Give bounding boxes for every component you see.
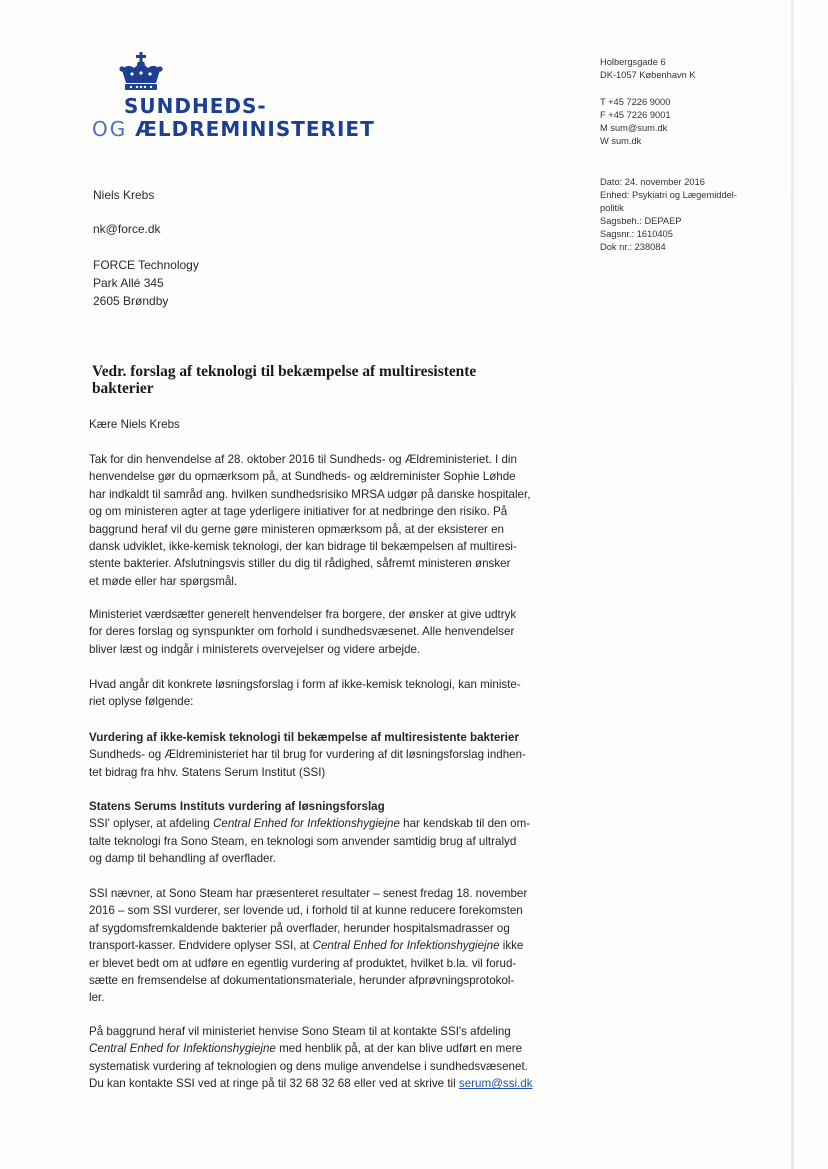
paragraph-2: Ministeriet værdsætter generelt henvendelser fra borgere, der ønsker at give udtryk for deres forslag og synspunkter om forhold i sundhedsvæsenet. Alle henvendelser bliver læst og indgår i ministerets overvejelser og videre arbejde.	[89, 608, 517, 656]
paragraph-3: Hvad angår dit konkrete løsningsforslag i form af ikke-kemisk teknologi, kan ministe- riet oplyse følgende:	[89, 678, 521, 709]
letter-meta	[600, 176, 737, 254]
paragraph-1: Tak for din henvendelse af 28. oktober 2016 til Sundheds- og Ældreministeriet. I din henvendelse gør du opmærksom på, at Sundheds- og ældreminister Sophie Løhde har indkaldt til samråd ang. hvilken sundhedsrisiko MRSA udgør på danske hospitaler, og om ministeren agter at tage yderligere initiativer for at nedbringe den risiko. På baggrund heraf vil du gerne gøre ministeren opmærksom på, at der eksisterer en dansk udviklet, ikke-kemisk teknologi, der kan bidrage til bekæmpelsen af multiresi- stente bakterier. Afslutningsvis stiller du dig til rådighed, såfremt ministeren ønsker et møde eller har spørgsmål.	[89, 453, 531, 588]
recipient-street: Park Allé 345	[93, 276, 164, 290]
meta-unit-cont: politik	[600, 203, 624, 213]
meta-case-no: Sagsnr.: 1610405	[600, 229, 673, 239]
sender-contact	[600, 96, 671, 148]
letter-subject	[92, 363, 552, 397]
meta-unit: Enhed: Psykiatri og Lægemiddel-	[600, 190, 737, 200]
logo-text-line2	[92, 117, 375, 141]
subject-line1: Vedr. forslag af teknologi til bekæmpelse af multiresistente	[92, 363, 477, 380]
logo-text-ministry: ÆLDREMINISTERIET	[135, 117, 375, 141]
recipient-city: 2605 Brøndby	[93, 294, 169, 308]
paragraph-7: På baggrund heraf vil ministeriet henvise Sono Steam til at kontakte SSI's afdeling Central Enhed for Infektionshygiejne med henblik på, at der kan blive udført en mere systematisk vurdering af teknologien og dens mulige anvendelse i sundhedsvæsenet. Du kan kontakte SSI ved at ringe på til 32 68 32 68 eller ved at skrive til serum@ssi.dk	[89, 1025, 533, 1091]
section-ssi: Statens Serums Instituts vurdering af løsningsforslag SSI' oplyser, at afdeling Central Enhed for Infektionshygiejne har kendskab til den om- talte teknologi fra Sono Steam, en teknologi som anvender samtidig brug af ultralyd og damp til behandling af overflader.	[89, 798, 551, 868]
page-edge-shadow	[791, 0, 794, 1169]
recipient-email: nk@force.dk	[93, 222, 161, 236]
logo-text-line1: SUNDHEDS-	[124, 94, 267, 118]
sender-address	[600, 56, 696, 82]
ssi-email-link[interactable]: serum@ssi.dk	[458, 1077, 533, 1091]
section-technology: Vurdering af ikke-kemisk teknologi til bekæmpelse af multiresistente bakterier Sundheds- og Ældreministeriet har til brug for vurdering af dit løsningsforslag indhen- tet bidrag fra hhv. Statens Serum Institut (SSI)	[89, 729, 551, 781]
contact-phone: T +45 7226 9000	[600, 97, 671, 107]
address-city: DK-1057 København K	[600, 70, 696, 80]
recipient-company: FORCE Technology	[93, 258, 199, 272]
address-street: Holbergsgade 6	[600, 57, 666, 67]
meta-doc-no: Dok nr.: 238084	[600, 242, 666, 252]
paragraph-6: SSI nævner, at Sono Steam har præsenteret resultater – senest fredag 18. november 2016 – som SSI vurderer, ser lovende ud, i forhold til at kunne reducere forekomsten af sygdomsfremkaldende bakterier på overflader, herunder hospitalsmadrasser og transport-kasser. Endvidere oplyser SSI, at Central Enhed for Infektionshygiejne ikke er blevet bedt om at udføre en egentlig vurdering af produktet, hvilket b.la. vil forud- sætte en fremsendelse af dokumentationsmateriale, herunder afprøvningsprotokol- ler.	[89, 887, 528, 1005]
section-heading-1: Vurdering af ikke-kemisk teknologi til bekæmpelse af multiresistente bakterier	[89, 731, 519, 744]
crown-logo-icon	[119, 52, 163, 92]
subject-line2: bakterier	[92, 380, 154, 397]
meta-date: Dato: 24. november 2016	[600, 177, 705, 187]
contact-web: W sum.dk	[600, 136, 642, 146]
recipient-address	[93, 256, 199, 310]
contact-mail: M sum@sum.dk	[600, 123, 668, 133]
recipient-name: Niels Krebs	[93, 188, 155, 202]
meta-handler: Sagsbeh.: DEPAEP	[600, 216, 682, 226]
section-heading-2: Statens Serums Instituts vurdering af løsningsforslag	[89, 800, 385, 813]
contact-fax: F +45 7226 9001	[600, 110, 671, 120]
logo-text-og: OG	[92, 117, 128, 141]
greeting: Kære Niels Krebs	[89, 418, 180, 431]
